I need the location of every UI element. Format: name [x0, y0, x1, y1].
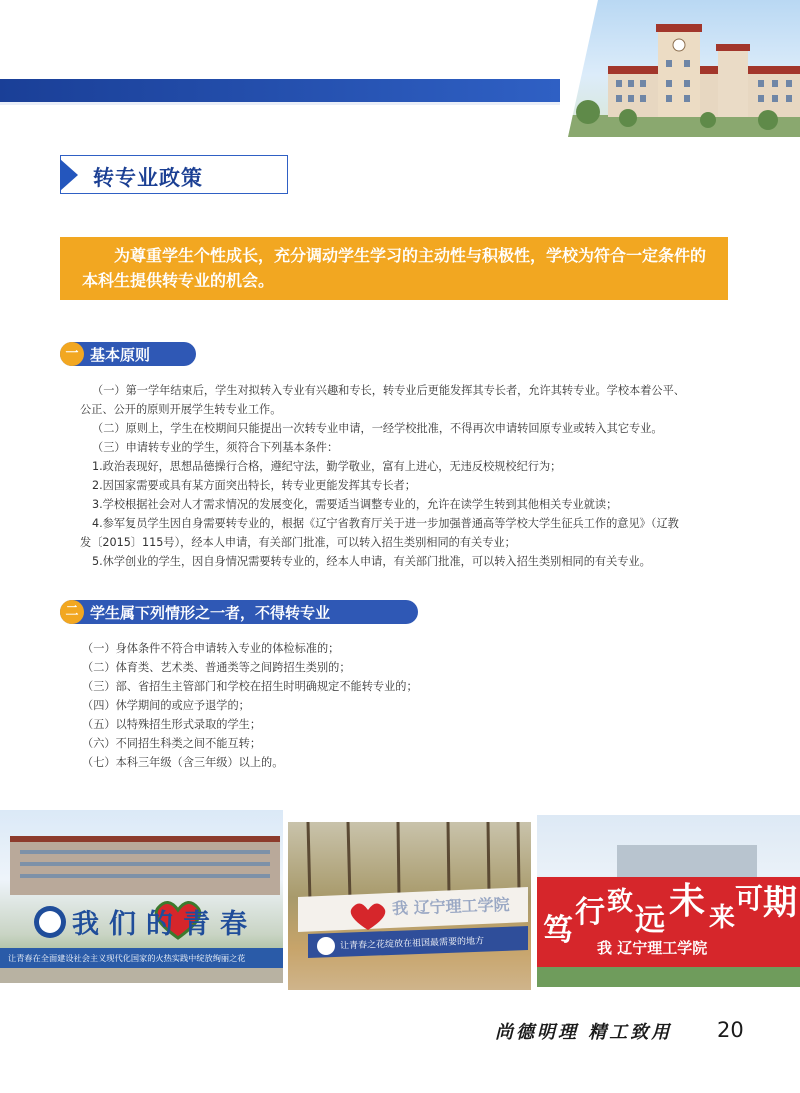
paragraph-line: 发〔2015〕115号），经本人申请，有关部门批准，可以转入招生类别相同的有关专业；: [80, 536, 516, 549]
campus-photo-1: [0, 810, 283, 983]
photo2-sign: 我 辽宁理工学院: [391, 894, 510, 919]
photo3-char-1: 笃: [543, 913, 573, 948]
photo3-sign: 我 辽宁理工学院: [597, 939, 708, 957]
page-number: 20: [717, 1018, 744, 1042]
part2-heading: 学生属下列情形之一者，不得转专业: [90, 604, 331, 622]
photo2-banner: 让青春之花绽放在祖国最需要的地方: [339, 936, 485, 952]
paragraph-line: 公正、公开的原则开展学生转专业工作。: [80, 403, 282, 416]
list-item: （四）休学期间的或应予退学的；: [82, 699, 250, 712]
list-item: （六）不同招生科类之间不能互转；: [82, 737, 262, 750]
header-stripe: [0, 79, 560, 102]
paragraph-line: 4.参军复员学生因自身需要转专业的，根据《辽宁省教育厅关于进一步加强普通高等学校大学生征兵工作的意见》（辽教: [92, 517, 679, 530]
part1-heading: 基本原则: [90, 346, 151, 364]
photo3-char-8: 期: [763, 883, 797, 923]
paragraph-line: 2.因国家需要或具有某方面突出特长，转专业更能发挥其专长者；: [92, 479, 416, 492]
header-campus-photo: [568, 0, 800, 137]
photo3-char-6: 来: [709, 903, 736, 933]
campus-photo-2: [288, 822, 531, 990]
section-title-triangle-icon: [60, 159, 78, 191]
paragraph-line: 1.政治表现好，思想品德操行合格，遵纪守法，勤学敬业，富有上进心，无违反校规校纪行为；: [92, 460, 562, 473]
photo3-char-5: 未: [669, 881, 706, 922]
list-item: （三）部、省招生主管部门和学校在招生时明确规定不能转专业的；: [82, 680, 418, 693]
list-item: （五）以特殊招生形式录取的学生；: [82, 718, 262, 731]
part1-heading-pill: [60, 342, 196, 366]
intro-text: 为尊重学生个性成长，充分调动学生学习的主动性与积极性，学校为符合一定条件的本科生提供转专业的机会。: [82, 246, 707, 290]
photo3-char-3: 致: [607, 887, 634, 917]
photo1-banner: 让青春在全面建设社会主义现代化国家的火热实践中绽放绚丽之花: [8, 953, 246, 963]
section-title-box: [60, 155, 288, 194]
list-item: （一）身体条件不符合申请转入专业的体检标准的；: [82, 642, 340, 655]
paragraph-line: 3.学校根据社会对人才需求情况的发展变化，需要适当调整专业的，允许在读学生转到其他相关专业就读；: [92, 498, 618, 511]
part2-heading-pill: [60, 600, 418, 624]
paragraph-line: （二）原则上，学生在校期间只能提出一次转专业申请，一经学校批准，不得再次申请转回原专业或转入其它专业。: [92, 422, 663, 435]
campus-photo-3: [537, 815, 800, 987]
list-item: （二）体育类、艺术类、普通类等之间跨招生类别的；: [82, 661, 351, 674]
photo3-char-7: 可: [735, 882, 764, 915]
intro-box: [60, 237, 728, 300]
photo1-sign: 我们的青春: [72, 909, 257, 940]
section-title: 转专业政策: [93, 166, 203, 190]
paragraph-line: （一）第一学年结束后，学生对拟转入专业有兴趣和专长，转专业后更能发挥其专长者，允许其转专业。学校本着公平、: [92, 384, 685, 397]
paragraph-line: 5.休学创业的学生，因自身情况需要转专业的，经本人申请，有关部门批准，可以转入招生类别相同的有关专业。: [92, 555, 651, 568]
footer-motto: 尚德明理 精工致用: [495, 1022, 673, 1043]
photo3-char-2: 行: [575, 895, 605, 930]
header-stripe-divider: [0, 102, 560, 105]
list-item: （七）本科三年级（含三年级）以上的。: [82, 756, 284, 769]
part2-body: [82, 639, 742, 772]
paragraph-line: （三）申请转专业的学生，须符合下列基本条件：: [92, 441, 339, 454]
part2-number-badge: 二: [60, 600, 84, 624]
part1-body: [80, 381, 740, 571]
photo3-char-4: 远: [635, 903, 665, 938]
part1-number-badge: 一: [60, 342, 84, 366]
